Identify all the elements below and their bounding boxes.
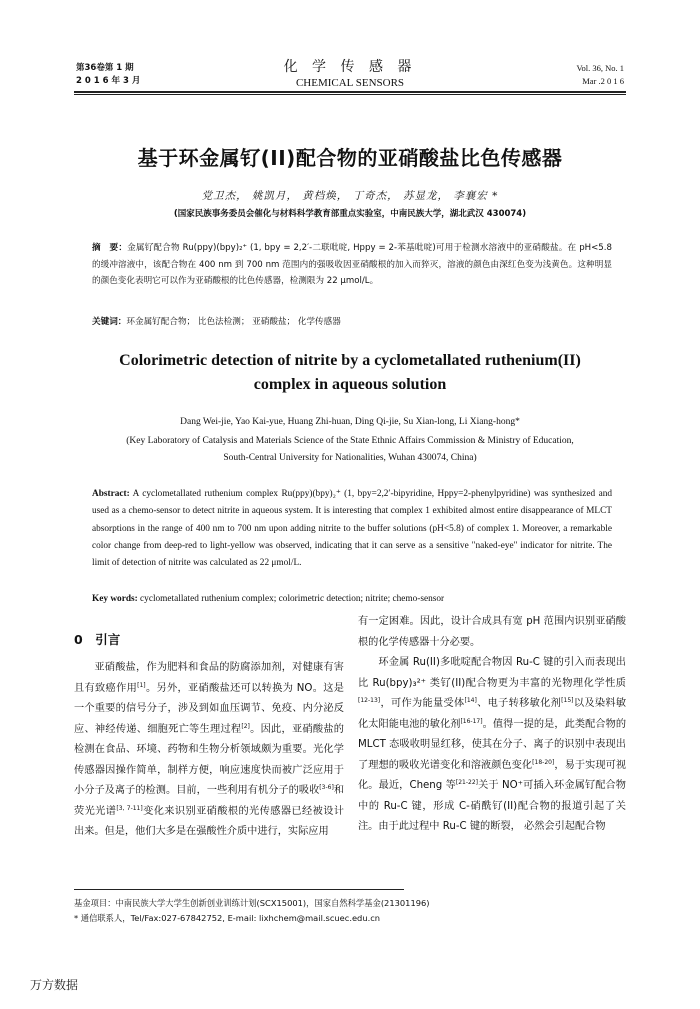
keywords-cn-label: 关键词： <box>92 317 127 327</box>
journal-name-cn: 化 学 传 感 器 <box>283 59 417 75</box>
left-text-d: 和荧光光谱 <box>74 785 345 817</box>
right-text-g: 关于 NO⁺可插入环金属钌配合物中的 Ru-C 键，形成 C-硝酰钌(II)配合物的报道引起了关注。由于此过程中 Ru-C 键的断裂， 必然会引起配合物 <box>358 780 626 832</box>
date-en: Mar .2 0 1 6 <box>582 76 624 86</box>
left-text-b: 。另外，亚硝酸盐还可以转换为 NO。这是一个重要的信号分子，涉及到如血压调节、免疫、内分泌反应、神经传递、细胞死亡等生理过程 <box>74 682 344 735</box>
abstract-en-label: Abstract: <box>92 489 130 499</box>
left-paragraph <box>74 658 344 843</box>
contact-note: * 通信联系人，Tel/Fax:027-67842752, E-mail: lixhchem@mail.scuec.edu.cn <box>74 912 381 923</box>
citation: [12-13] <box>358 697 381 704</box>
citation: [16-17] <box>460 717 483 725</box>
right-text-e: 。值得一提的是，此类配合物的 MLCT 态吸收明显红移，使其在分子、离子的识别中表现出了理想的吸收光谱变化和溶液颜色变化 <box>358 718 627 771</box>
keywords-en-label: Key words: <box>92 594 138 604</box>
right-text-f: ，易于实现可视化。最近，Cheng 等 <box>358 759 627 791</box>
left-text-a: 亚硝酸盐，作为肥料和食品的防腐添加剂，对健康有害且有致癌作用 <box>74 662 344 694</box>
right-paragraph <box>358 653 626 838</box>
abstract-en-text: A cyclometallated ruthenium complex Ru(ppy)(bpy)₂⁺ (1, bpy=2,2′-bipyridine, Hppy=2-phenylpyridine) was synthesized and used as a chemo-sensor to detect nitrite in aqueous system. It is interesting that complex 1 exhibited almost entire disappearance of MLCT absorptions in the range of 400 nm to 700 nm upon adding nitrite to the buffer solutions (pH<5.8) of complex 1. Moreover, a remarkable color change from deep-red to light-yellow was observed, indicating that it can serve as a sensitive "naked-eye" indicator for nitrite. The limit of detection of nitrite was calculated as 22 μmol/L. <box>92 489 612 569</box>
date-cn: 2 0 1 6 年 3 月 <box>76 76 141 86</box>
right-text-b: ，可作为能量受体 <box>380 698 465 709</box>
abstract-en <box>92 486 612 572</box>
right-text-c: 、电子转移敏化剂 <box>476 698 562 709</box>
right-paragraph-continued: 有一定困难。因此，设计合成具有宽 pH 范围内识别亚硝酸根的化学传感器十分必要。 <box>358 616 626 648</box>
affiliation-en-line2: South-Central University for Nationalities, Wuhan 430074, China) <box>223 453 477 463</box>
abstract-cn <box>92 240 612 290</box>
funding-note: 基金项目：中南民族大学大学生创新创业训练计划(SCX15001)，国家自然科学基金(21301196) <box>74 898 430 908</box>
journal-name-en: CHEMICAL SENSORS <box>295 77 405 89</box>
authors-cn: 党卫杰， 姚凯月， 黄档焕， 丁奇杰， 苏显龙， 李襄宏 * <box>201 190 499 202</box>
keywords-en-text: cyclometallated ruthenium complex; colorimetric detection; nitrite; chemo-sensor <box>140 594 445 604</box>
footnote-rule <box>74 889 404 890</box>
page-title-en <box>74 349 626 397</box>
header-center <box>250 56 450 89</box>
right-column <box>358 612 626 838</box>
affiliation-cn: (国家民族事务委员会催化与材料科学教育部重点实验室，中南民族大学，湖北武汉 430074) <box>173 209 527 219</box>
right-text-a: 环金属 Ru(II)多吡啶配合物因 Ru-C 键的引入而表现出比 Ru(bpy)₃²⁺ 类钌(II)配合物更为丰富的光物理化学性质 <box>358 657 626 689</box>
affiliation-en <box>74 433 626 467</box>
volume-cn: 第36卷第 1 期 <box>76 63 134 73</box>
left-text-c: 。因此，亚硝酸盐的检测在食品、环境、药物和生物分析领域颇为重要。光化学传感器因操作简单，制样方便，响应速度快而被广泛应用于小分子及离子的检测。目前，一些利用有机分子的吸收 <box>74 723 344 796</box>
left-text-e: 变化来识别亚硝酸根的光传感器已经被设计出来。但是，他们大多是在强酸性介质中进行，实际应用 <box>74 805 344 837</box>
affiliation-en-line1: (Key Laboratory of Catalysis and Materials Science of the State Ethnic Affairs Commission & Ministry of Education, <box>126 436 574 446</box>
title-en-line2: complex in aqueous solution <box>253 376 447 393</box>
header-rule-thin <box>74 94 626 95</box>
right-text-d: 以及染料敏化太阳能电池的敏化剂 <box>358 698 627 730</box>
keywords-cn <box>92 314 612 330</box>
section-heading: 0 引言 <box>74 632 121 647</box>
citation: [3-6] <box>319 784 334 791</box>
citation: [14] <box>464 697 477 704</box>
citation: [1] <box>137 681 146 689</box>
watermark: 万方数据 <box>30 978 79 992</box>
header-right <box>520 62 624 88</box>
keywords-cn-text: 环金属钌配合物； 比色法检测； 亚硝酸盐； 化学传感器 <box>126 317 341 327</box>
page-title-cn: 基于环金属钌(II)配合物的亚硝酸盐比色传感器 <box>137 146 563 170</box>
title-en-line1: Colorimetric detection of nitrite by a cyclometallated ruthenium(II) <box>119 352 581 369</box>
left-column <box>74 622 344 843</box>
abstract-cn-text: 金属钌配合物 Ru(ppy)(bpy)₂⁺ (1, bpy = 2,2′-二联吡啶, Hppy = 2-苯基吡啶)可用于检测水溶液中的亚硝酸盐。在 pH<5.8 的缓冲溶液中，该配合物在 400 nm 到 700 nm 范围内的强吸收因亚硝酸根的加入而猝灭，溶液的颜色由深红色变为浅黄色。这种明显的颜色变化表明它可以作为亚硝酸根的比色传感器，检测限为 22 μmol/L。 <box>92 243 612 287</box>
citation: [15] <box>561 697 574 704</box>
header-left <box>76 62 140 88</box>
citation: [3, 7-11] <box>116 804 143 812</box>
citation: [21-22] <box>455 779 478 786</box>
header-rule-thick <box>74 91 626 93</box>
citation: [2] <box>241 722 250 730</box>
citation: [18-20] <box>532 758 555 766</box>
keywords-en <box>92 591 612 607</box>
authors-en: Dang Wei-jie, Yao Kai-yue, Huang Zhi-huan, Ding Qi-jie, Su Xian-long, Li Xiang-hong* <box>180 417 520 427</box>
volume-en: Vol. 36, No. 1 <box>576 63 624 73</box>
footnotes <box>74 896 626 925</box>
abstract-cn-label: 摘 要： <box>92 243 128 253</box>
